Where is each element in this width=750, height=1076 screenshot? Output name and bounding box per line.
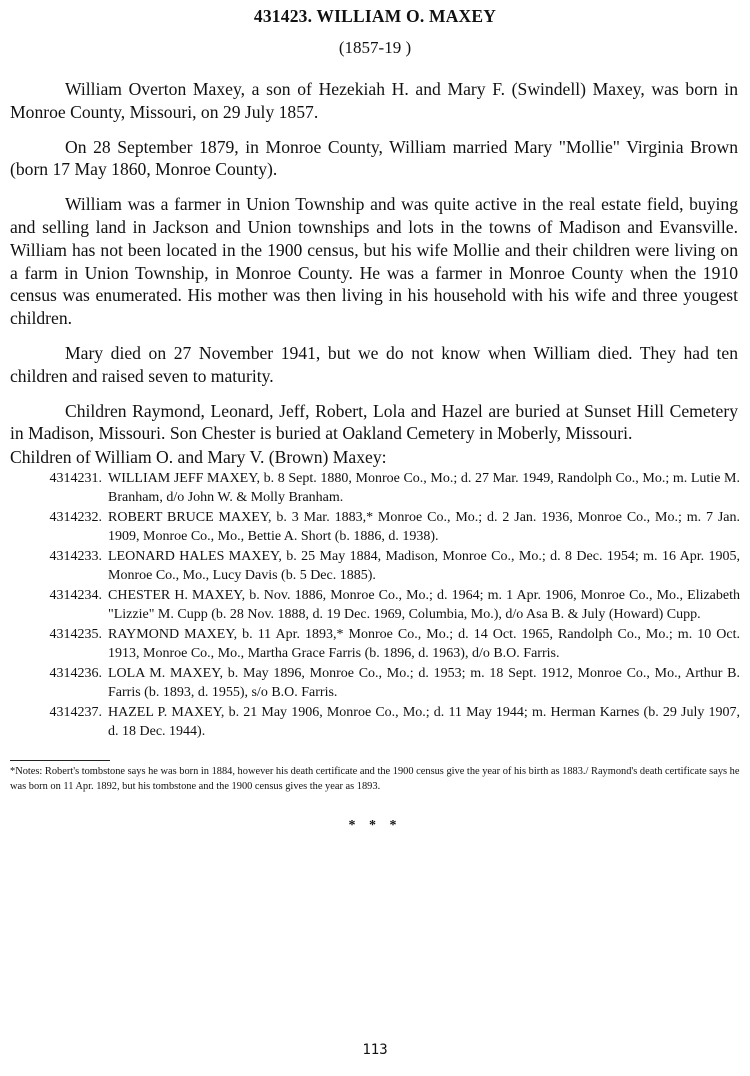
child-entry xyxy=(10,626,740,663)
child-details: LEONARD HALES MAXEY, b. 25 May 1884, Madison, Monroe Co., Mo.; d. 8 Dec. 1954; m. 16 Apr. 1905, Monroe Co., Mo., Lucy Davis (b. 5 Dec. 1885). xyxy=(108,549,740,583)
footnote: *Notes: Robert's tombstone says he was born in 1884, however his death certificate and the 1900 census give the year of his birth as 1883./ Raymond's death certificate says he was born on 11 Apr. 1892, but his tombstone and the 1900 census gives the year as 1893. xyxy=(10,766,740,792)
child-details: RAYMOND MAXEY, b. 11 Apr. 1893,* Monroe Co., Mo.; d. 14 Oct. 1965, Randolph Co., Mo.; m. 10 Oct. 1913, Monroe Co., Mo., Martha Grace Farris (b. 1896, d. 1963), d/o B.O. Farris. xyxy=(108,627,740,661)
paragraph-burials: Children Raymond, Leonard, Jeff, Robert, Lola and Hazel are buried at Sunset Hill Cemetery in Madison, Missouri. Son Chester is buried at Oakland Cemetery in Moberly, Missouri. xyxy=(10,400,738,444)
child-details: ROBERT BRUCE MAXEY, b. 3 Mar. 1883,* Monroe Co., Mo.; d. 2 Jan. 1936, Monroe Co., Mo.; m. 7 Jan. 1909, Monroe Co., Mo., Bettie A. Short (b. 1886, d. 1938). xyxy=(108,510,740,544)
section-separator: * * * xyxy=(348,818,402,833)
paragraph-birth: William Overton Maxey, a son of Hezekiah H. and Mary F. (Swindell) Maxey, was born in Monroe County, Missouri, on 29 July 1857. xyxy=(10,79,738,122)
child-number: 4314236. xyxy=(49,666,102,682)
child-number: 4314231. xyxy=(49,471,102,486)
child-entry xyxy=(10,470,740,507)
child-number: 4314232. xyxy=(49,510,102,526)
child-entry xyxy=(10,548,740,585)
child-entry xyxy=(10,509,740,546)
child-number: 4314237. xyxy=(49,705,102,721)
children-list xyxy=(10,470,740,744)
child-entry xyxy=(10,587,740,624)
child-details: HAZEL P. MAXEY, b. 21 May 1906, Monroe Co., Mo.; d. 11 May 1944; m. Herman Karnes (b. 29 July 1907, d. 18 Dec. 1944). xyxy=(108,705,740,740)
child-details: WILLIAM JEFF MAXEY, b. 8 Sept. 1880, Monroe Co., Mo.; d. 27 Mar. 1949, Randolph Co., Mo.; m. Lutie M. Branham, d/o John W. & Molly Branham. xyxy=(108,471,740,505)
life-dates: (1857-19 ) xyxy=(338,38,412,57)
child-number: 4314233. xyxy=(49,549,102,565)
paragraph-death: Mary died on 27 November 1941, but we do not know when William died. They had ten children and raised seven to maturity. xyxy=(10,342,738,386)
biography-text xyxy=(10,78,738,457)
page-title: 431423. WILLIAM O. MAXEY xyxy=(253,6,497,26)
child-details: CHESTER H. MAXEY, b. Nov. 1886, Monroe Co., Mo.; d. 1964; m. 1 Apr. 1906, Monroe Co., Mo., Elizabeth "Lizzie" M. Cupp (b. 28 Nov. 1888, d. 19 Dec. 1969, Columbia, Mo.), d/o Asa B. & July (Howard) Cupp. xyxy=(108,588,740,622)
children-heading: Children of William O. and Mary V. (Brown) Maxey: xyxy=(10,447,387,467)
child-details: LOLA M. MAXEY, b. May 1896, Monroe Co., Mo.; d. 1953; m. 18 Sept. 1912, Monroe Co., Mo., Arthur B. Farris (b. 1893, d. 1955), s/o B.O. Farris. xyxy=(108,666,740,700)
footnote-divider xyxy=(10,760,110,761)
child-number: 4314234. xyxy=(49,588,102,604)
child-number: 4314235. xyxy=(49,627,102,643)
paragraph-occupation: William was a farmer in Union Township and was quite active in the real estate field, buying and selling land in Jackson and Union townships and lots in the towns of Madison and Evansville. William has not been located in the 1900 census, but his wife Mollie and their children were living on a farm in Union Township, in Monroe County. He was a farmer in Monroe County when the 1910 census was enumerated. His mother was then living in his household with his wife and three yougest children. xyxy=(10,194,738,329)
paragraph-marriage: On 28 September 1879, in Monroe County, William married Mary "Mollie" Virginia Brown (born 17 May 1860, Monroe County). xyxy=(10,136,738,180)
page-number: 113 xyxy=(362,1042,388,1058)
child-entry xyxy=(10,704,740,741)
child-entry xyxy=(10,665,740,702)
